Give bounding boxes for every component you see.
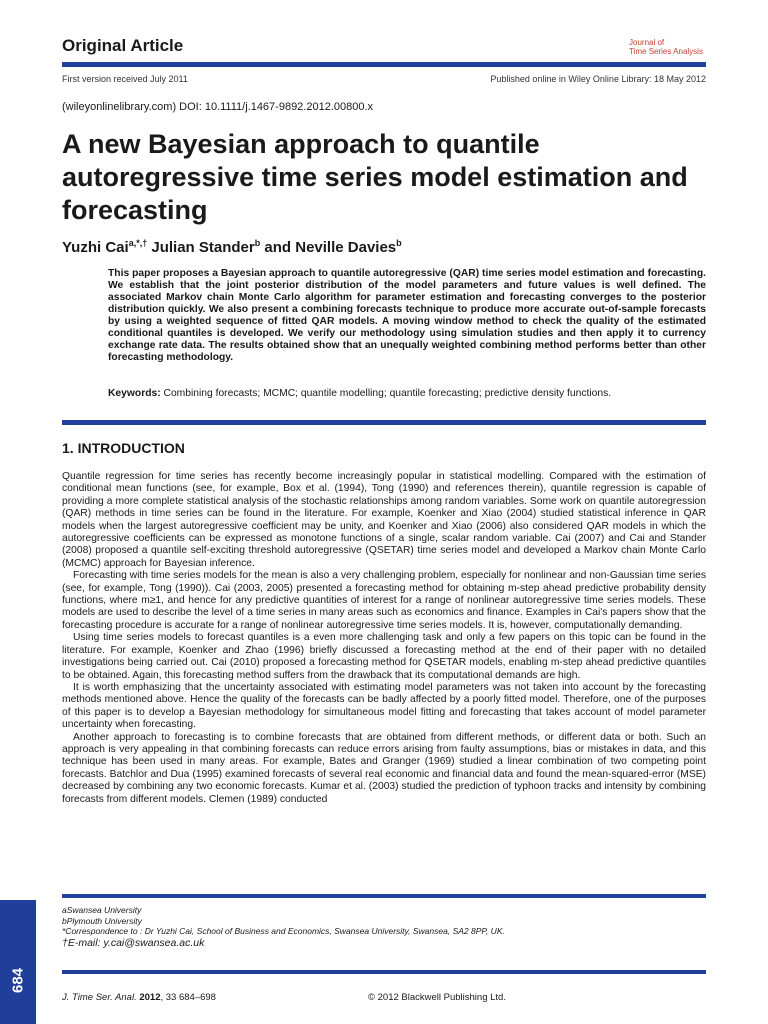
citation-volume-pages: , 33 684–698 bbox=[160, 992, 216, 1003]
journal-name-line1: Journal of bbox=[629, 38, 665, 47]
citation-year: 2012 bbox=[136, 992, 161, 1003]
section-heading: 1. INTRODUCTION bbox=[62, 440, 185, 456]
author-2: Julian Stander bbox=[147, 239, 255, 256]
footnote-affil-a: aSwansea University bbox=[62, 905, 142, 915]
author-3-affil: b bbox=[396, 238, 402, 248]
footnotes bbox=[62, 905, 505, 950]
abstract: This paper proposes a Bayesian approach to quantile autoregressive (QAR) time series model estimation and forecasting. We establish that the joint posterior distribution of the model parameters and future values is well defined. The associated Markov chain Monte Carlo algorithm for parameter estimation and forecasting converges to the posterior distribution quickly. We also present a combining forecasts technique to produce more accurate out-of-sample forecasts by using a weighted sequence of fitted QAR models. A moving window method to check the quality of the estimated conditional quantiles is developed. We verify our methodology using simulation studies and then apply it to currency exchange rate data. The results obtained show that an unequally weighted combining method performs better than other forecasting methodology. bbox=[108, 268, 706, 363]
journal-name-line2: Time Series Analysis bbox=[629, 47, 703, 56]
paragraph: Forecasting with time series models for the mean is also a very challenging problem, especially for nonlinear and non-Gaussian time series (see, for example, Tong (1990)). Cai (2003, 2005) presented a forecasting method for obtaining m-step ahead predictive probability density functions, where m≥1, and hence for any predictive quantities of interest for a range of nonlinear autoregressive time series models. These models are used to describe the level of a time series in many areas such as economics and finance. Examples in Cai's papers show that the forecasting procedure is accurate for a range of nonlinear autoregressive time series models. It is, however, computationally demanding. bbox=[62, 570, 706, 631]
published-date: Published online in Wiley Online Library: 18 May 2012 bbox=[490, 74, 706, 84]
paragraph: Using time series models to forecast quantiles is a even more challenging task and only a few papers on this topic can be found in the literature. For example, Koenker and Zhao (1996) briefly discussed a forecasting method at the end of their paper with no detailed investigations being carried out. Cai (2010) proposed a forecasting method for QSETAR models, enabling m-step ahead predictive quantiles to be obtained. Again, this forecasting method suffers from the drawback that its computational demands are high. bbox=[62, 632, 706, 681]
author-2-affil: b bbox=[254, 238, 261, 248]
paragraph: It is worth emphasizing that the uncertainty associated with estimating model parameters was not taken into account by the forecasting methods mentioned above. Hence the quality of the forecasts can be badly affected by a poorly fitted model. Therefore, one of the purposes of this paper is to develop a Bayesian methodology for simultaneous model fitting and forecasting that takes account of model parameter uncertainty when forecasting. bbox=[62, 681, 706, 731]
received-date: First version received July 2011 bbox=[62, 74, 188, 84]
page-number-tab bbox=[0, 900, 36, 1024]
authors bbox=[62, 238, 402, 256]
paragraph: Another approach to forecasting is to combine forecasts that are obtained from different methods, or different data or both. Such an approach is very appealing in that combining forecasts can reduce errors arising from faulty assumptions, bias or mistakes in data, and this technique has been used in many areas. For example, Bates and Granger (1969) studied a linear combination of two competing point forecasts. Batchlor and Dua (1995) examined forecasts of several real economic and financial data and found the mean-squared-error (MSE) decreased by combining any two economic forecasts. Kumar et al. (2003) studied the prediction of typhoon tracks and intensity by combining forecasts from different models. Clemen (1989) conducted bbox=[62, 731, 706, 805]
footnote-affil-b: bPlymouth University bbox=[62, 915, 142, 926]
top-rule bbox=[62, 62, 706, 67]
journal-name bbox=[629, 38, 703, 56]
author-1-affil: a,*,† bbox=[128, 238, 148, 248]
paragraph: Quantile regression for time series has recently become increasingly popular in statistical modelling. Compared with the estimation of conditional mean functions (see, for example, Box et al. (1994), Tong (1990) and references therein), quantile regression is capable of providing a more complete statistical analysis of the stochastic relationships among random variables. Some work on quantile autoregression (QAR) methods in time series can be found in the literature. For example, Koenker and Xiao (2004) studied statistical inference in QAR models when the largest autoregressive coefficient may be unity, and Koenker and Xiao (2006) also considered QAR models in which the autoregressive coefficients can be expressed as monotone functions of a single, scalar random variable. Cai (2007) and Cai and Stander (2008) proposed a quantile self-exciting threshold autoregressive (QSETAR) time series model and developed a Markov chain Monte Carlo (MCMC) approach for Bayesian inference. bbox=[62, 471, 706, 569]
journal-abbrev: J. Time Ser. Anal. bbox=[62, 992, 137, 1003]
doi: (wileyonlinelibrary.com) DOI: 10.1111/j.1467-9892.2012.00800.x bbox=[62, 101, 374, 113]
copyright: © 2012 Blackwell Publishing Ltd. bbox=[368, 992, 506, 1003]
author-1: Yuzhi Cai bbox=[62, 239, 129, 256]
footnote-correspondence: *Correspondence to : Dr Yuzhi Cai, School of Business and Economics, Swansea University, Swansea, SA2 8PP, UK. bbox=[62, 926, 505, 936]
body-text bbox=[62, 471, 706, 806]
journal-citation bbox=[62, 992, 216, 1003]
keywords-text: Combining forecasts; MCMC; quantile modelling; quantile forecasting; predictive density functions. bbox=[160, 388, 612, 399]
bottom-rule bbox=[62, 970, 706, 974]
section-rule bbox=[62, 420, 706, 425]
keywords-label: Keywords: bbox=[108, 388, 161, 399]
footnote-rule bbox=[62, 894, 706, 898]
footnote-email: †E-mail: y.cai@swansea.ac.uk bbox=[62, 936, 205, 949]
article-type: Original Article bbox=[62, 36, 184, 55]
page-number: 684 bbox=[9, 967, 27, 994]
paper-title: A new Bayesian approach to quantile autoregressive time series model estimation and forecasting bbox=[62, 129, 688, 225]
keywords bbox=[108, 388, 611, 399]
author-3: and Neville Davies bbox=[260, 239, 397, 256]
